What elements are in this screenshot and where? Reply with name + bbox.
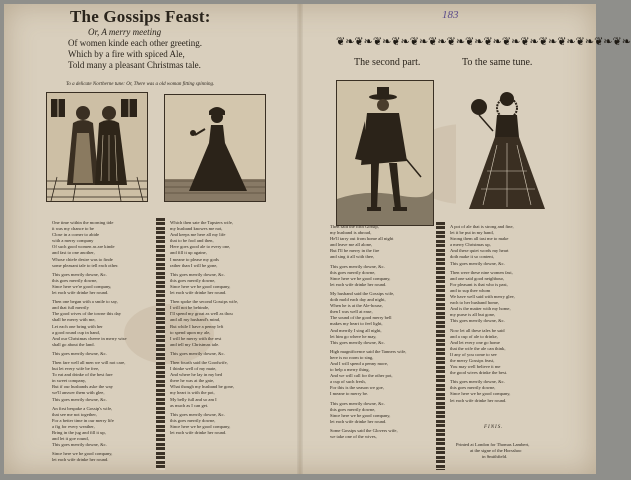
verse-line: To eat and drinke of the best fare — [52, 372, 113, 378]
handwritten-number: 183 — [442, 9, 459, 21]
verse-line: this goes merrily downe, — [170, 277, 216, 283]
verse-line: there he was at the gate, — [170, 378, 215, 384]
verse-line: doth make it so content, — [450, 254, 495, 260]
verse-line: my husband knowes me not, — [170, 226, 223, 232]
verse-line: it was my chance to be — [52, 226, 94, 232]
verse-line: If any of you come to see — [450, 351, 497, 357]
verse-line: This goes merrily downe, &c. — [330, 339, 385, 345]
verse-line: I meane to merry be. — [330, 391, 369, 397]
verse-line: Which then sate the Tapsters wife, — [170, 220, 234, 225]
verse-line: let each wife drinke her round. — [170, 290, 227, 296]
verse-line: Strong them all tast me to make — [450, 236, 509, 242]
verse-line: and a cup of ale to drinke, — [450, 333, 498, 339]
verse-line: This goes merrily downe, &c. — [170, 350, 225, 356]
verse-line: The good wives of the towne this day — [52, 311, 122, 317]
verse-line: A pot of ale that is strong and fine, — [450, 224, 514, 229]
lady-in-gown-woodcut — [164, 94, 266, 202]
verse-line: Then spoke the second Gossips wife, — [170, 299, 239, 305]
verse-line: but let every wife be free, — [52, 366, 100, 372]
verse-line: Since here we be good company, — [52, 451, 113, 457]
verse-line: And merrily I sing all night, — [330, 327, 382, 333]
verse-line: And our Christmas cheere in merry wise — [52, 335, 127, 341]
verse-line: This goes merrily downe, &c. — [170, 411, 225, 417]
verse-line: and leave me all alone, — [330, 242, 373, 248]
verse-line: But I'll be merry in the fire — [330, 248, 380, 254]
verse-line: Of such good women as are kinde — [52, 244, 115, 250]
verse-line: The sound of the good merry bell — [330, 315, 392, 321]
verse-line: This goes merrily downe, &c. — [450, 318, 505, 324]
verse-line: And where he lay in my bed — [170, 372, 223, 378]
verse-line: the good wives drinke the best. — [450, 370, 508, 376]
verse-column-2 — [170, 220, 238, 436]
verse-line: I meane to please my gods — [170, 256, 219, 262]
verse-line: Since here we be good company, — [330, 275, 391, 281]
verse-line: But while I have a penny left — [170, 323, 224, 329]
verse-line: my husband is abroad, — [330, 230, 372, 236]
center-fold — [297, 4, 303, 474]
verse-column-4 — [450, 224, 515, 404]
verse-line: shall go about the land. — [52, 341, 95, 347]
same-tune-label: To the same tune. — [462, 57, 533, 68]
verse-line: Let each one bring with her — [52, 323, 103, 329]
verse-line: and all my husband's mind, — [170, 317, 221, 323]
verse-line: let each wife drinke her round. — [330, 418, 387, 424]
verse-line: This goes merrily downe, &c. — [330, 263, 385, 269]
subtitle-line: Which by a fire with spiced Ale, — [68, 49, 185, 59]
subtitle-line: Of women kinde each other greeting. — [68, 38, 202, 48]
vertical-ornament-border — [156, 218, 165, 470]
broadside-sheet — [4, 4, 631, 474]
verse-line: High magnificence said the Tanners wife, — [330, 348, 407, 354]
verse-line: Bring in the jug and fill it up, — [52, 430, 106, 435]
verse-line: as much as I can get. — [170, 402, 209, 408]
verse-line: this goes merrily downe, — [330, 269, 376, 275]
verse-line: the merry Gossips feast, — [450, 357, 495, 363]
verse-line: here is no room to sing, — [330, 354, 374, 360]
verse-line: For a better time in our merry life — [52, 417, 114, 423]
verse-line: He'll tarry out from home all night — [330, 236, 394, 242]
verse-line: Since here we be good company, — [330, 412, 391, 418]
verse-line: in sweet company, — [52, 378, 87, 384]
verse-line: some pleasant tale to tell each other. — [52, 262, 119, 268]
verse-line: let each wife drinke her round. — [170, 430, 227, 435]
lady-with-ruff-woodcut — [456, 80, 554, 216]
verse-line: An first bespake a Gossip's wife, — [52, 405, 113, 411]
verse-line: we'll answer them with glee, — [52, 390, 105, 396]
verse-line: Since here we be good company, — [450, 391, 511, 397]
verse-line: that to be fool and then, — [170, 238, 214, 244]
verse-line: let him go where he may, — [330, 333, 377, 339]
verse-line: This goes merrily downe, &c. — [450, 260, 505, 266]
verse-line: This goes merrily downe, &c. — [52, 442, 107, 448]
verse-line: that the wife the ale can think, — [450, 345, 506, 351]
subtitle-line: Or, A merry meeting — [88, 27, 162, 37]
verse-line: We have well said with merry glee, — [450, 294, 515, 300]
ballad-title: The Gossips Feast: — [70, 7, 211, 26]
verse-column-1 — [52, 220, 127, 463]
verse-line: my purse is all but gone, — [450, 312, 496, 318]
verse-line: this goes merrily downe, — [330, 406, 376, 412]
verse-line: I thinke well of my mate, — [170, 366, 217, 372]
verse-line: But if our husbands aske the way — [52, 384, 113, 390]
gentleman-in-cloak-woodcut — [336, 80, 434, 226]
verse-line: Then fare well all men we will not care, — [52, 359, 126, 365]
verse-line: and sing it all with thee, — [330, 254, 375, 260]
second-part-label: The second part. — [354, 57, 421, 68]
verse-line: doth mold each day and night, — [330, 297, 386, 303]
verse-line: a good round cup in hand, — [52, 329, 100, 335]
verse-line: My husband said the Gossips wife, — [330, 290, 395, 296]
verse-line: and fast to one another, — [52, 250, 95, 256]
verse-line: This goes merrily downe, &c. — [52, 396, 107, 402]
two-women-woodcut — [46, 92, 148, 202]
ornament-border-row: ❦❧❦❧❦❧❦❧❦❧❦❧❦❧❦❧❦❧❦❧❦❧❦❧❦❧❦❧❦❧❦❧ — [336, 36, 631, 48]
verse-line: makes my heart to feel light, — [330, 321, 383, 327]
verse-line: You may well believe it me — [450, 364, 501, 370]
verse-line: Since here we be good company, — [170, 283, 231, 289]
verse-line: And we will call for the other pot, — [330, 373, 393, 379]
printer-imprint — [456, 442, 529, 460]
verse-line: and one said good neighbour, — [450, 275, 505, 281]
verse-line: This goes merrily downe, &c. — [52, 271, 107, 277]
subtitle-line: Told many a pleasant Christmas tale. — [68, 60, 201, 70]
verse-line: this goes merrily downe, — [52, 277, 98, 283]
verse-line: a fig for every weather, — [52, 423, 95, 429]
verse-line: Close in a corner to abide — [52, 232, 100, 238]
verse-line: and fill it up againe, — [170, 250, 207, 256]
verse-line: with a merry company — [52, 238, 94, 244]
verse-line: a merry Christmas up, — [450, 242, 491, 248]
verse-line: Here goes good ale to every one, — [170, 244, 231, 250]
verse-line: One time within the morning tide — [52, 220, 114, 225]
verse-line: Then one began with a smile to say, — [52, 299, 118, 305]
verse-line: let each wife drinke her round. — [330, 281, 387, 287]
verse-line: And is the matter with my home, — [450, 306, 511, 312]
verse-line: Whose chiefe desire was to finde — [52, 256, 113, 262]
verse-line: that see me not together, — [52, 411, 97, 417]
verse-line: When he is at the Ale-house, — [330, 303, 383, 309]
verse-line: Now let all these tales be said — [450, 327, 505, 333]
verse-line: to help a merry thing, — [330, 367, 370, 373]
verse-line: let each wife drinke her round. — [52, 290, 109, 296]
verse-line: and that full merrily — [52, 305, 89, 311]
imprint-line: at the signe of the Horsshoo — [470, 448, 522, 453]
verse-line: And let every one go home — [450, 339, 500, 345]
verse-line: this goes merrily downe, — [450, 385, 496, 391]
verse-line: and let it goe round, — [52, 436, 89, 442]
verse-line: to spend upon my ale, — [170, 329, 211, 335]
verse-line: And these quiet words my heart — [450, 248, 509, 254]
verse-line: Then fourth said the Goodwife, — [170, 359, 228, 365]
imprint-line: Printed at London for Thomas Lambert, — [456, 442, 530, 447]
verse-line: shall be merry with me, — [52, 317, 96, 323]
verse-line: let each wife drinke her round. — [450, 397, 507, 403]
verse-line: And keeps me here all my life — [170, 232, 226, 238]
verse-line: Then were these nine women fast, — [450, 269, 513, 275]
tune-line: To a delicate Northerne tune: Or, There was a old woman fitting spinning. — [66, 82, 215, 87]
verse-line: Since here we're good company, — [52, 283, 112, 289]
verse-line: let each wife drinke her round. — [52, 457, 109, 463]
verse-line: What though my husband be gone, — [170, 384, 235, 390]
verse-line: and to sup thee whom — [450, 287, 491, 293]
verse-line: I will be merry with the rest — [170, 335, 222, 341]
verse-line: my heart is with the pot, — [170, 390, 215, 396]
verse-line: This goes merrily downe, &c. — [330, 400, 385, 406]
imprint-line: in Smithfield. — [482, 454, 508, 459]
verse-line: My belly full and so am I — [170, 396, 217, 402]
verse-line: this goes merrily downe, — [170, 417, 216, 423]
finis-mark: FINIS. — [484, 425, 504, 430]
verse-line: For this is the season we goe, — [330, 385, 384, 391]
verse-line: For pleasant is that who is past, — [450, 281, 508, 287]
verse-line: I will not be behinde, — [170, 305, 210, 311]
verse-line: This goes merrily downe, &c. — [450, 379, 505, 385]
verse-line: we take one of the wives, — [330, 434, 377, 439]
verse-line: each to her husband home, — [450, 300, 500, 306]
verse-line: This goes merrily downe, &c. — [170, 271, 225, 277]
verse-column-3 — [330, 224, 406, 440]
verse-line: Some Gossips said the Glovers wife, — [330, 427, 398, 433]
verse-line: This goes merrily downe, &c. — [52, 350, 107, 356]
verse-line: I'll spend my groat as well as thou — [170, 311, 233, 317]
verse-line: and tell my Christmas tale. — [170, 341, 220, 347]
verse-line: Since here we be good company, — [170, 423, 231, 429]
verse-line: rather than I will be gone, — [170, 262, 218, 268]
verse-line: a cup of such fresh, — [330, 379, 366, 385]
verse-line: Then said the fifth Gossip, — [330, 224, 379, 229]
verse-line: And I will spend a penny more, — [330, 360, 389, 366]
verse-line: then I was well at ease, — [330, 309, 373, 315]
verse-line: let it be put in my hand, — [450, 230, 494, 236]
vertical-ornament-border — [436, 222, 445, 470]
